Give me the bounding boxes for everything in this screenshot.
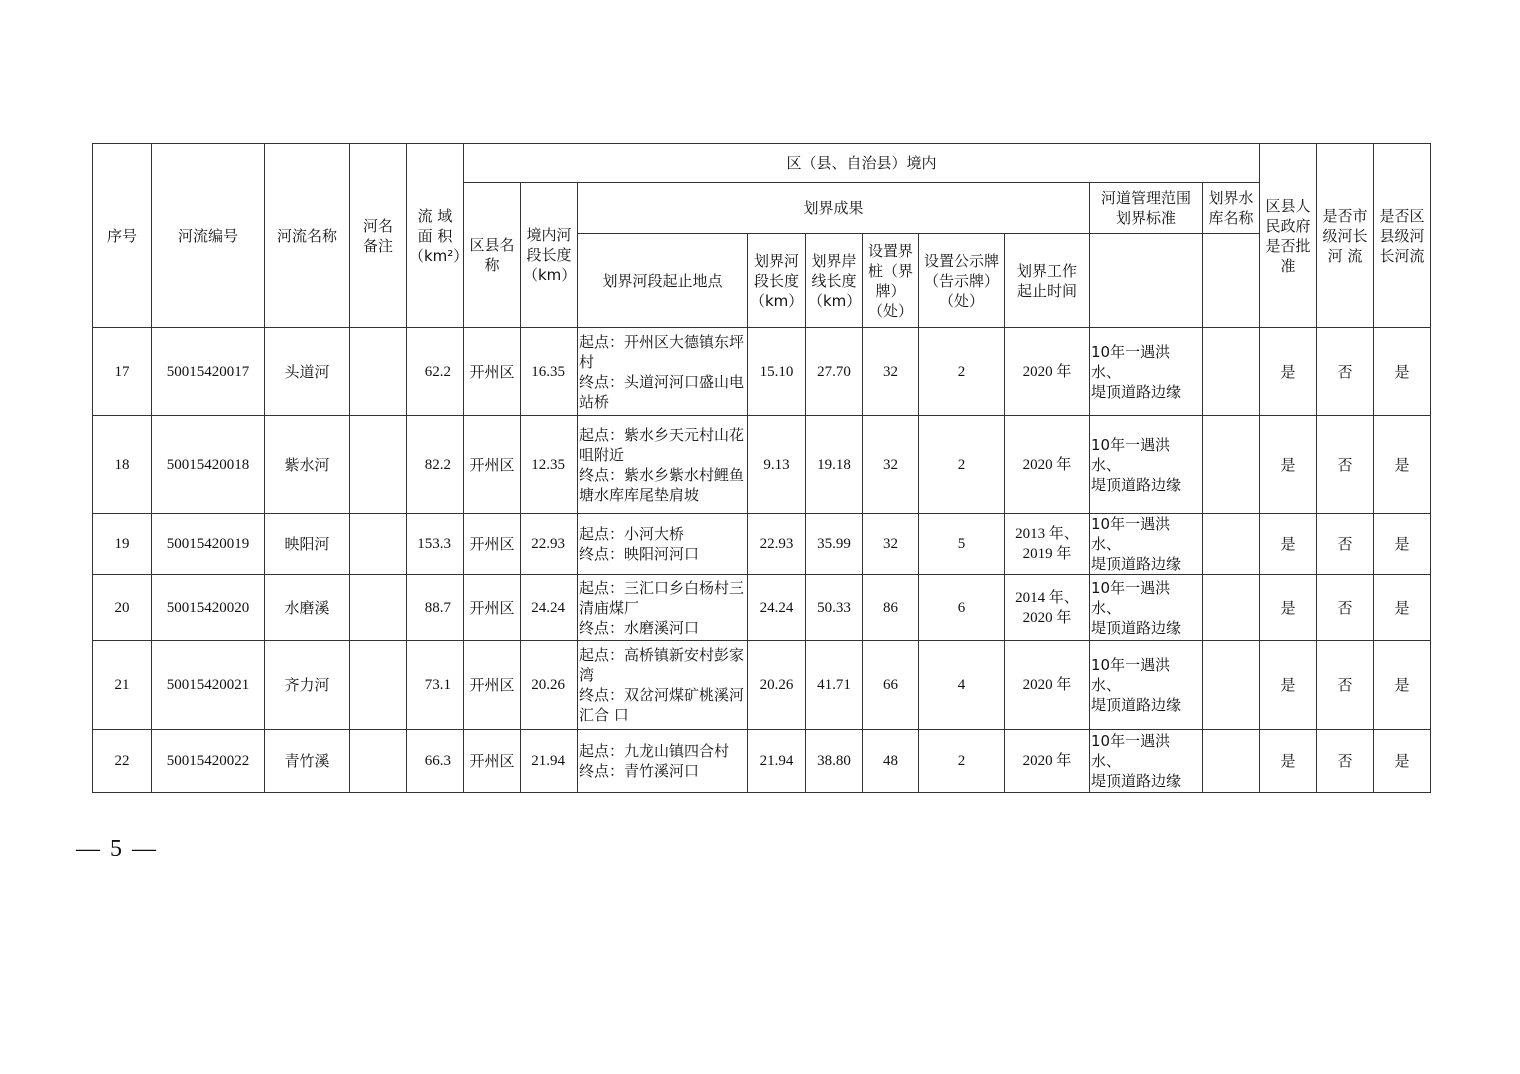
river-code-cell: 50015420019 — [152, 514, 265, 575]
river-name-cell: 映阳河 — [265, 514, 350, 575]
start-end-location-cell: 起点：紫水乡天元村山花 咀附近 终点：紫水乡紫水村鲤鱼 塘水库库尾垫肩坡 — [578, 416, 748, 514]
row-seq-cell: 18 — [93, 416, 152, 514]
city-level-cell: 否 — [1317, 328, 1374, 416]
table-row — [93, 514, 1431, 575]
name-remark-cell — [350, 575, 407, 641]
segment-length-cell: 21.94 — [521, 730, 578, 793]
row-seq-cell: 17 — [93, 328, 152, 416]
basin-area-cell: 66.3 — [407, 730, 464, 793]
river-code-cell: 50015420017 — [152, 328, 265, 416]
table-row — [93, 575, 1431, 641]
header-demarcation-result: 划界成果 — [578, 183, 1090, 234]
county-level-cell: 是 — [1374, 328, 1431, 416]
work-time-cell: 2020 年 — [1005, 730, 1090, 793]
boundary-piles-cell: 32 — [863, 416, 919, 514]
start-end-location-cell: 起点：开州区大德镇东坪 村 终点：头道河河口盛山电 站桥 — [578, 328, 748, 416]
basin-area-cell: 88.7 — [407, 575, 464, 641]
management-standard-cell: 10年一遇洪水、 堤顶道路边缘 — [1090, 514, 1203, 575]
approved-cell: 是 — [1260, 730, 1317, 793]
boundary-piles-cell: 48 — [863, 730, 919, 793]
header-reservoir-blank — [1203, 234, 1260, 328]
segment-length-cell: 24.24 — [521, 575, 578, 641]
basin-area-cell: 153.3 — [407, 514, 464, 575]
county-level-cell: 是 — [1374, 641, 1431, 730]
notice-signs-cell: 2 — [919, 328, 1005, 416]
county-name-cell: 开州区 — [464, 416, 521, 514]
city-level-cell: 否 — [1317, 730, 1374, 793]
row-seq-cell: 20 — [93, 575, 152, 641]
county-name-cell: 开州区 — [464, 730, 521, 793]
segment-length-cell: 20.26 — [521, 641, 578, 730]
name-remark-cell — [350, 514, 407, 575]
row-seq-cell: 19 — [93, 514, 152, 575]
work-time-cell: 2020 年 — [1005, 416, 1090, 514]
header-name-remark: 河名 备注 — [350, 144, 407, 328]
header-management-standard: 河道管理范围 划界标准 — [1090, 183, 1203, 234]
header-county-name: 区县名 称 — [464, 183, 521, 328]
river-name-cell: 齐力河 — [265, 641, 350, 730]
county-level-cell: 是 — [1374, 575, 1431, 641]
county-level-cell: 是 — [1374, 514, 1431, 575]
approved-cell: 是 — [1260, 641, 1317, 730]
header-demarc-length: 划界河 段长度 （km） — [748, 234, 806, 328]
row-seq-cell: 22 — [93, 730, 152, 793]
management-standard-cell: 10年一遇洪水、 堤顶道路边缘 — [1090, 416, 1203, 514]
header-river-name: 河流名称 — [265, 144, 350, 328]
demarc-length-cell: 24.24 — [748, 575, 806, 641]
basin-area-cell: 82.2 — [407, 416, 464, 514]
table-row — [93, 730, 1431, 793]
header-reservoir-name: 划界水 库名称 — [1203, 183, 1260, 234]
start-end-location-cell: 起点：小河大桥 终点：映阳河河口 — [578, 514, 748, 575]
county-name-cell: 开州区 — [464, 575, 521, 641]
table-row — [93, 641, 1431, 730]
header-start-end: 划界河段起止地点 — [578, 234, 748, 328]
shore-length-cell: 50.33 — [806, 575, 863, 641]
county-name-cell: 开州区 — [464, 641, 521, 730]
demarc-length-cell: 20.26 — [748, 641, 806, 730]
river-demarcation-table — [92, 143, 1431, 793]
table-row — [93, 328, 1431, 416]
segment-length-cell: 12.35 — [521, 416, 578, 514]
management-standard-cell: 10年一遇洪水、 堤顶道路边缘 — [1090, 575, 1203, 641]
name-remark-cell — [350, 328, 407, 416]
management-standard-cell: 10年一遇洪水、 堤顶道路边缘 — [1090, 641, 1203, 730]
header-segment-length: 境内河 段长度 （km） — [521, 183, 578, 328]
work-time-cell: 2014 年、 2020 年 — [1005, 575, 1090, 641]
shore-length-cell: 27.70 — [806, 328, 863, 416]
table-row — [93, 416, 1431, 514]
county-name-cell: 开州区 — [464, 514, 521, 575]
river-code-cell: 50015420022 — [152, 730, 265, 793]
river-code-cell: 50015420018 — [152, 416, 265, 514]
shore-length-cell: 35.99 — [806, 514, 863, 575]
header-boundary-piles: 设置界 桩（界 牌） （处） — [863, 234, 919, 328]
notice-signs-cell: 2 — [919, 416, 1005, 514]
header-work-time: 划界工作 起止时间 — [1005, 234, 1090, 328]
shore-length-cell: 38.80 — [806, 730, 863, 793]
approved-cell: 是 — [1260, 328, 1317, 416]
demarc-length-cell: 9.13 — [748, 416, 806, 514]
header-standard-blank — [1090, 234, 1203, 328]
approved-cell: 是 — [1260, 416, 1317, 514]
start-end-location-cell: 起点：三汇口乡白杨村三 清庙煤厂 终点：水磨溪河口 — [578, 575, 748, 641]
management-standard-cell: 10年一遇洪水、 堤顶道路边缘 — [1090, 328, 1203, 416]
city-level-cell: 否 — [1317, 514, 1374, 575]
approved-cell: 是 — [1260, 575, 1317, 641]
shore-length-cell: 19.18 — [806, 416, 863, 514]
shore-length-cell: 41.71 — [806, 641, 863, 730]
approved-cell: 是 — [1260, 514, 1317, 575]
river-code-cell: 50015420020 — [152, 575, 265, 641]
name-remark-cell — [350, 416, 407, 514]
river-code-cell: 50015420021 — [152, 641, 265, 730]
demarc-length-cell: 22.93 — [748, 514, 806, 575]
work-time-cell: 2020 年 — [1005, 641, 1090, 730]
start-end-location-cell: 起点：高桥镇新安村彭家 湾 终点：双岔河煤矿桃溪河 汇合 口 — [578, 641, 748, 730]
segment-length-cell: 16.35 — [521, 328, 578, 416]
work-time-cell: 2020 年 — [1005, 328, 1090, 416]
header-notice-signs: 设置公示牌 （告示牌） （处） — [919, 234, 1005, 328]
county-level-cell: 是 — [1374, 730, 1431, 793]
river-name-cell: 头道河 — [265, 328, 350, 416]
header-county-level: 是否区 县级河 长河流 — [1374, 144, 1431, 328]
name-remark-cell — [350, 641, 407, 730]
demarc-length-cell: 15.10 — [748, 328, 806, 416]
demarc-length-cell: 21.94 — [748, 730, 806, 793]
page-number: — 5 — — [76, 836, 158, 862]
county-level-cell: 是 — [1374, 416, 1431, 514]
basin-area-cell: 73.1 — [407, 641, 464, 730]
notice-signs-cell: 4 — [919, 641, 1005, 730]
name-remark-cell — [350, 730, 407, 793]
notice-signs-cell: 6 — [919, 575, 1005, 641]
notice-signs-cell: 2 — [919, 730, 1005, 793]
notice-signs-cell: 5 — [919, 514, 1005, 575]
header-river-code: 河流编号 — [152, 144, 265, 328]
reservoir-name-cell — [1203, 730, 1260, 793]
boundary-piles-cell: 32 — [863, 328, 919, 416]
boundary-piles-cell: 66 — [863, 641, 919, 730]
reservoir-name-cell — [1203, 641, 1260, 730]
river-name-cell: 青竹溪 — [265, 730, 350, 793]
city-level-cell: 否 — [1317, 641, 1374, 730]
boundary-piles-cell: 86 — [863, 575, 919, 641]
header-approved: 区县人 民政府 是否批 准 — [1260, 144, 1317, 328]
header-seq: 序号 — [93, 144, 152, 328]
row-seq-cell: 21 — [93, 641, 152, 730]
basin-area-cell: 62.2 — [407, 328, 464, 416]
management-standard-cell: 10年一遇洪水、 堤顶道路边缘 — [1090, 730, 1203, 793]
header-city-level: 是否市 级河长 河 流 — [1317, 144, 1374, 328]
reservoir-name-cell — [1203, 416, 1260, 514]
city-level-cell: 否 — [1317, 416, 1374, 514]
county-name-cell: 开州区 — [464, 328, 521, 416]
reservoir-name-cell — [1203, 575, 1260, 641]
header-within-county: 区（县、自治县）境内 — [464, 144, 1260, 183]
river-name-cell: 紫水河 — [265, 416, 350, 514]
header-basin-area: 流 域 面 积 （km²） — [407, 144, 464, 328]
reservoir-name-cell — [1203, 514, 1260, 575]
start-end-location-cell: 起点：九龙山镇四合村 终点：青竹溪河口 — [578, 730, 748, 793]
reservoir-name-cell — [1203, 328, 1260, 416]
boundary-piles-cell: 32 — [863, 514, 919, 575]
header-shore-length: 划界岸 线长度 （km） — [806, 234, 863, 328]
river-name-cell: 水磨溪 — [265, 575, 350, 641]
work-time-cell: 2013 年、 2019 年 — [1005, 514, 1090, 575]
city-level-cell: 否 — [1317, 575, 1374, 641]
segment-length-cell: 22.93 — [521, 514, 578, 575]
